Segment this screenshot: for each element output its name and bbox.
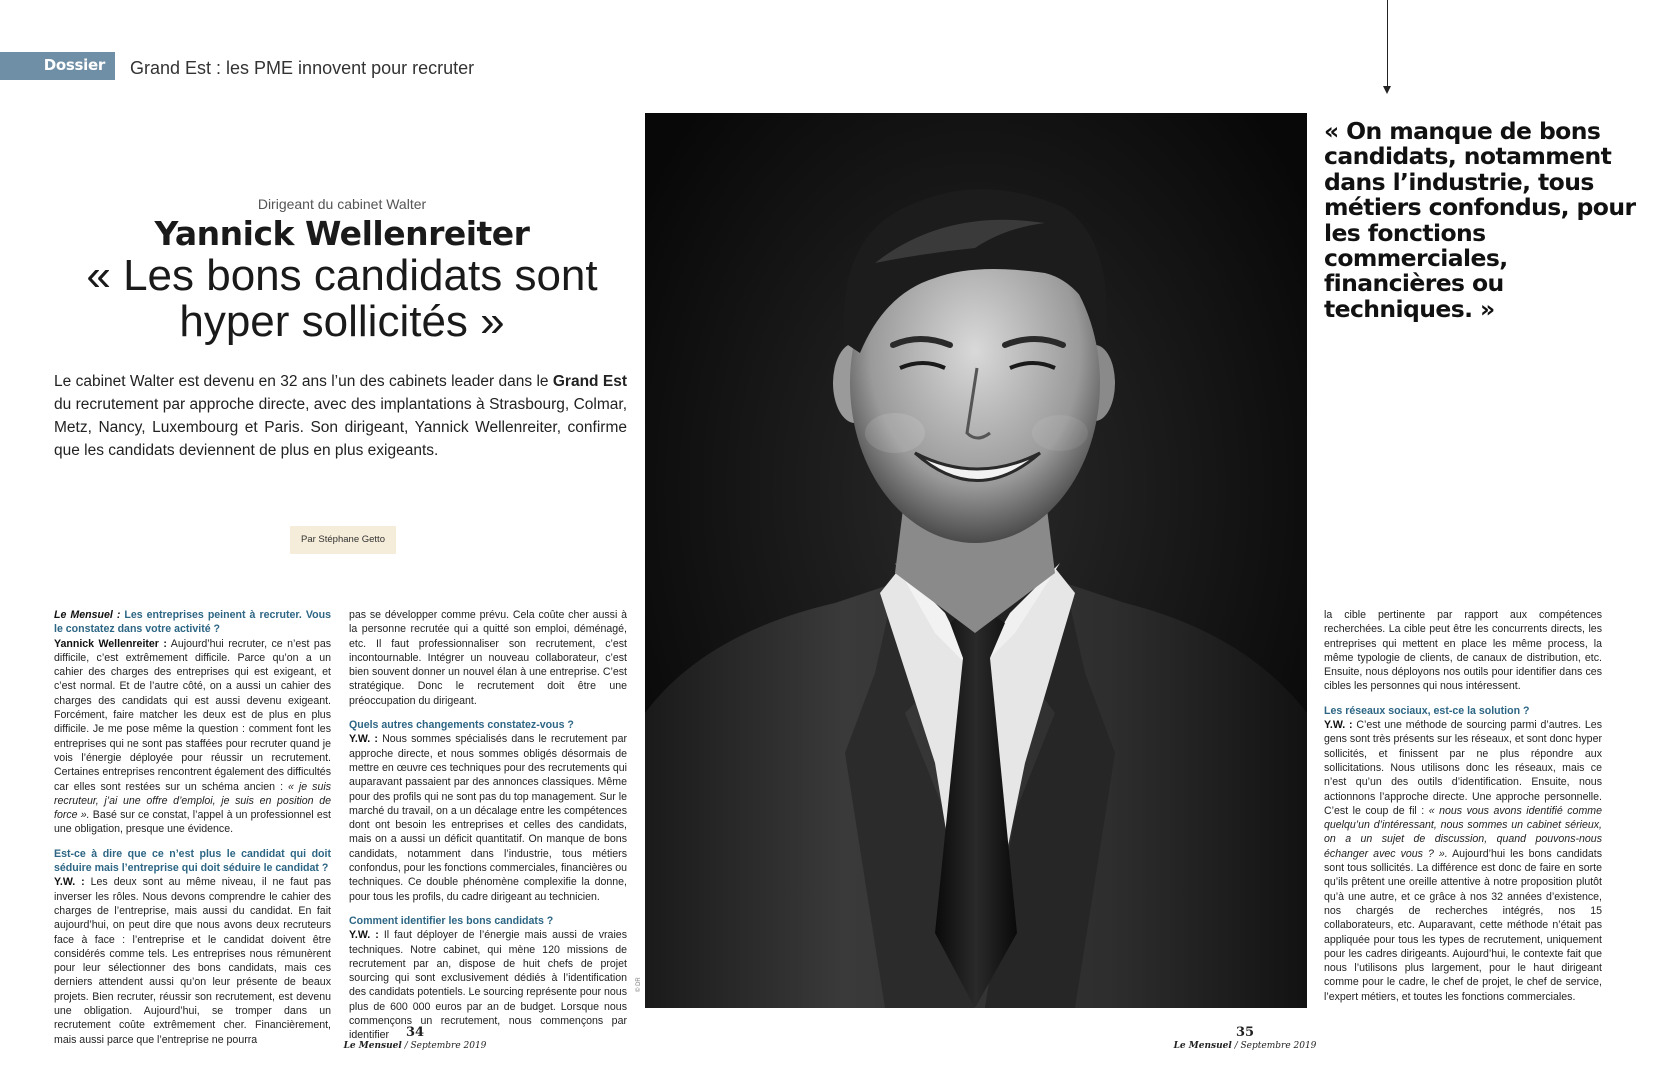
headline-line-2: hyper sollicités » — [179, 297, 505, 346]
question-2: Est-ce à dire que ce n’est plus le candidat qui doit séduire mais l’entreprise qui doit séduire le candidat ? — [54, 847, 331, 875]
page-number-left: 34 — [405, 1025, 425, 1040]
publication-line-left — [320, 1041, 510, 1051]
decorative-rule — [1387, 0, 1388, 88]
issue-date: / Septembre 2019 — [401, 1041, 487, 1051]
article-name: Yannick Wellenreiter — [154, 214, 530, 253]
answer-2-text: Les deux sont au même niveau, il ne faut pas inverser les rôles. Nous devons comprendre le cahier des charges de l’entreprise, mais aussi du candidat. En fait aujourd’hui, on peut dire que nous avons deux recruteurs face à face : l’entreprise et le candidat doivent être considérés comme tels. Les entreprises nous rémunèrent pour leur sélectionner des bons candidats, mais ces derniers attendent aussi qu’on leur présente de beaux projets. Bien recruter, réussir son recrutement, est devenu une obligation. Aujourd’hui, se tromper dans un recrutement coûte extrêmement cher. Financièrement, mais aussi parce que l’entreprise ne pourra — [54, 876, 331, 1046]
answer-3-text: Nous sommes spécialisés dans le recrutement par approche directe, et nous sommes obligés désormais de mettre en œuvre ces techniques pour des recrutements qui auparavant passaient par des annonces classiques. Même pour des profils qui ne sont pas du top management. Sur le marché du travail, on a un décalage entre les compétences dont ont besoin les entreprises et celles des candidats, mais on a aussi un déficit quantitatif. On manque de bons candidats, notamment dans l’industrie, tous métiers confondus, pour les fonctions commerciales, financières ou techniques. Ce double phénomène complexifie la donne, pour tous les profils, du cadre dirigeant au technicien. — [349, 733, 627, 903]
answer-1-italic: « je suis recruteur, j’ai une offre d’emploi, je suis en position de force ». — [54, 780, 331, 822]
question-3: Quels autres changements constatez-vous ? — [349, 719, 574, 732]
lede-text-2: du recrutement par approche directe, avec des implantations à Strasbourg, Colmar, Metz, Nancy, Luxembourg et Paris. Son dirigeant, Yannick Wellenreiter, confirme que les candidats deviennent de plus en plus exigeants. — [54, 396, 627, 459]
byline-box — [290, 526, 396, 554]
arrow-down-icon — [1383, 86, 1391, 94]
photo-credit: © DR — [636, 977, 642, 992]
speaker-label: Y.W. : — [349, 733, 378, 746]
article-headline — [50, 253, 634, 345]
answer-5-text-a: C’est une méthode de sourcing parmi d’autres. Les gens sont très présents sur les réseaux, et sont donc hyper sollicités, et finissent par ne plus répondre aux sollicitations. Nous utilisons donc les réseaux, mais ce n’est qu’un des outils d’identification. Ensuite, nous actionnons l’approche directe. Une approche personnelle. C’est le coup de fil : — [1324, 719, 1602, 817]
speaker-label: Y.W. : — [54, 876, 85, 889]
section-tag-label: Dossier — [43, 56, 105, 74]
lede-bold: Grand Est — [552, 373, 627, 390]
portrait-photo — [645, 113, 1307, 1008]
article-kicker: Dirigeant du cabinet Walter — [257, 196, 427, 212]
folio-right — [1150, 1025, 1340, 1051]
page-number-right: 35 — [1235, 1025, 1255, 1040]
answer-5 — [1324, 718, 1602, 1004]
question-4: Comment identifier les bons candidats ? — [349, 914, 554, 927]
answer-2 — [54, 875, 331, 1047]
publication-line-right — [1150, 1041, 1340, 1051]
question-1-text: Les entreprises peinent à recruter. Vous le constatez dans votre activité ? — [54, 609, 331, 636]
article-lede — [54, 370, 627, 462]
answer-5-text-b: Aujourd’hui les bons candidats sont tous sollicités. La différence est donc de faire en sorte qu’ils prêtent une oreille attentive à notre proposition plutôt qu’à une autre, et ce grâce à nos 32 années d’existence, nos chargés de recherches intégrés, nos 15 collaborateurs, etc. Auparavant, cette méthode n’était pas appliquée pour tous les types de recrutement, uniquement pour les cadres dirigeants. Aujourd’hui, le contexte fait que nous l’utilisons plus largement, pour le haut dirigeant comme pour le cadre, le chef de projet, le chef de service, l’expert métiers, et toutes les fonctions commerciales. — [1324, 847, 1602, 1003]
question-1 — [54, 608, 331, 637]
pull-quote: « On manque de bons candidats, notamment dans l’industrie, tous métiers confondus, pour les fonctions commerciales, financières ou techniques. » — [1324, 117, 1636, 323]
answer-2-continued: pas se développer comme prévu. Cela coûte cher aussi à la personne recrutée qui a quitté son emploi, déménagé, etc. Il faut professionnaliser son recrutement, c’est incontournable. Intégrer un nouveau collaborateur, c’est bien souvent donner un nouvel élan à une entreprise. C’est stratégique. Donc le recrutement doit être une préoccupation du dirigeant. — [349, 609, 627, 707]
article-column-1 — [54, 608, 332, 1046]
speaker-label: Yannick Wellenreiter : — [54, 637, 167, 650]
article-column-3 — [1324, 608, 1602, 1003]
section-tab — [0, 52, 115, 80]
publication-name: Le Mensuel — [343, 1041, 402, 1051]
issue-date: / Septembre 2019 — [1231, 1041, 1317, 1051]
answer-1 — [54, 637, 331, 837]
answer-4-continued: la cible pertinente par rapport aux compétences recherchées. La cible peut être les concurrents directs, les entreprises qui mettent en place les même process, la même typologie de clients, de canaux de distribution, etc. Ensuite, nous déployons nos outils pour identifier dans ces cibles les personnes qui nous intéressent. — [1324, 609, 1602, 693]
publication-name: Le Mensuel — [1173, 1041, 1232, 1051]
folio-left — [320, 1025, 510, 1051]
answer-3 — [349, 732, 627, 904]
section-title: Grand Est : les PME innovent pour recruter — [130, 58, 475, 78]
question-5: Les réseaux sociaux, est-ce la solution ? — [1324, 704, 1530, 717]
portrait-illustration — [645, 113, 1307, 1008]
answer-4-text: Il faut déployer de l’énergie mais aussi de vraies techniques. Notre cabinet, qui mène 120 missions de recrutement par an, dispose de huit chefs de projet sourcing qui sont exclusivement dédiés à l’identification des candidats potentiels. Le sourcing représente pour nous plus de 600 000 euros par an de budget. Lorsque nous commençons un recrutement, nous commençons par identifier — [349, 929, 627, 1042]
answer-1-text-b: Basé sur ce constat, l’appel à un professionnel est une obligation, presque une évidence. — [54, 809, 331, 836]
speaker-label: Y.W. : — [349, 929, 379, 942]
lede-text-1: Le cabinet Walter est devenu en 32 ans l’un des cabinets leader dans le — [54, 373, 553, 390]
byline-text: Par Stéphane Getto — [301, 534, 385, 545]
interviewer-label: Le Mensuel : — [54, 609, 121, 621]
answer-5-italic: « nous vous avons identifié comme quelqu’un d’intéressant, nous sommes un cabinet sérieux, on a un sujet de discussion, quand pouvons-nous échanger avec vous ? ». — [1324, 804, 1602, 860]
headline-line-1: « Les bons candidats sont — [86, 251, 598, 300]
answer-1-text-a: Aujourd’hui recruter, ce n’est pas difficile, c’est extrêmement difficile. Parce qu’on a un cahier des charges des entreprises qui est exigeant, et c’est normal. Et de l’autre côté, on a aussi un cahier des charges des candidats qui est aussi devenu exigeant. Forcément, faire matcher les deux est de plus en plus difficile. Je me pose même la question : comment font les entreprises qui ne sont pas staffées pour recruter quand je vois l’énergie déployée pour réussir un recrutement. Certaines entreprises rencontrent également des difficultés car elles sont restées sur un schéma ancien : — [54, 637, 332, 793]
speaker-label: Y.W. : — [1324, 719, 1353, 732]
